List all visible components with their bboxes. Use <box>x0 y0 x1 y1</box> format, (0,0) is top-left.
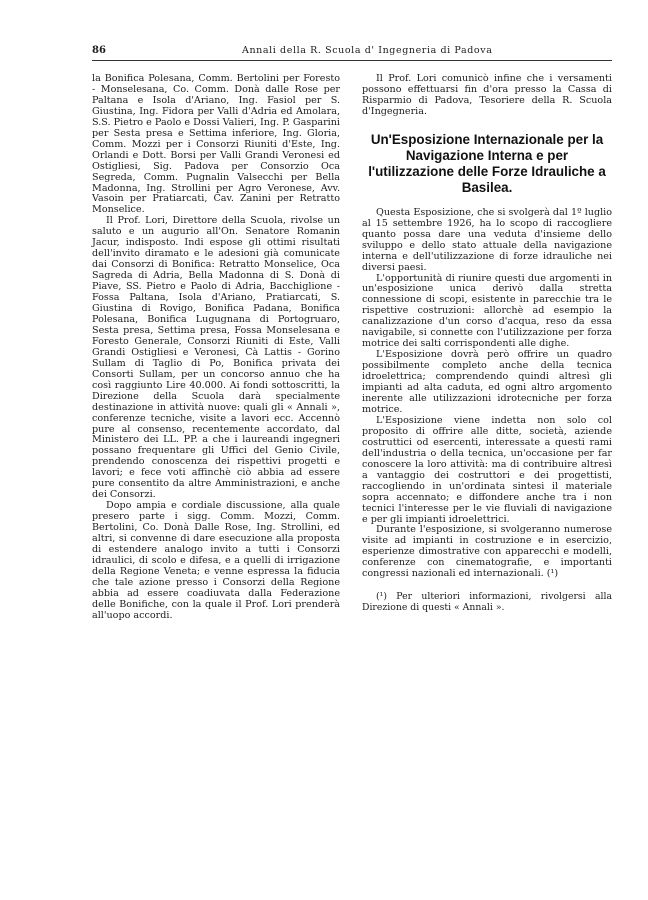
paragraph: L'Esposizione dovrà però offrire un quadro possibilmente completo anche della tecnica idroelettrica; comprendendo quindi altresì gli impianti ad alta caduta, ed ogni altro argomento inerente alle utilizzazioni idrotecniche per forza motrice. <box>362 349 612 415</box>
footnote: (¹) Per ulteriori informazioni, rivolgersi alla Direzione di questi « Annali ». <box>362 591 612 614</box>
running-title: Annali della R. Scuola d' Ingegneria di Padova <box>242 45 493 56</box>
paragraph: Questa Esposizione, che si svolgerà dal 1º luglio al 15 settembre 1926, ha lo scopo di raccogliere quanto possa dare una veduta d'insieme dello sviluppo e dello stato attuale della navigazione interna e dell'utilizzazione di forze idrauliche nei diversi paesi. <box>362 206 612 273</box>
article-title: Un'Esposizione Internazionale per la Navigazione Interna e per l'utilizzazione delle Forze Idrauliche a Basilea. <box>368 131 606 195</box>
paragraph: L'Esposizione viene indetta non solo col proposito di offrire alle ditte, società, aziende costruttici od esercenti, interessate a questi rami dell'industria o della tecnica, un'occasione per far conoscere la loro attività: ma di contribuire altresì a vantaggio dei costruttori e dei progettisti, raccogliendo in un'ordinata sintesi il materiale sopra accennato; e diffondere anche tra i non tecnici l'interesse per le vie fluviali di navigazione e per gli impianti idroelettrici. <box>362 414 612 525</box>
paragraph: la Bonifica Polesana, Comm. Bertolini per Foresto - Monselesana, Co. Comm. Donà dalle Rose per Paltana e Isola d'Ariano, Ing. Fasiol per S. Giustina, Ing. Fidora per Valli d'Adria ed Amolara, S.S. Pietro e Paolo e Dossi Valieri, Ing. P. Gasparini per Sesta presa e Settima inferiore, Ing. Gloria, Comm. Mozzi per i Consorzi Riuniti d'Este, Ing. Orlandi e Dott. Borsi per Valli Grandi Veronesi ed Ostigliesi, Sig. Padova per Consorzio Oca Segreda, Comm. Pugnalin Valsecchi per Bella Madonna, Ing. Strollini per Agro Veronese, Avv. Vasoin per Pratiarcati, Cav. Zanini per Retratto Monselice. <box>92 73 340 216</box>
page-number: 86 <box>92 45 106 56</box>
paragraph: Durante l'esposizione, si svolgeranno numerose visite ad impianti in costruzione e in esercizio, esperienze dimostrative con apparecchi e modelli, conferenze con cinematografie, e importanti congressi nazionali ed internazionali. (¹) <box>362 524 612 580</box>
paragraph: Il Prof. Lori, Direttore della Scuola, rivolse un saluto e un augurio all'On. Senatore Romanin Jacur, indisposto. Indi espose gli ottimi risultati dell'invito diramato e le adesioni già comunicate dai Consorzi di Bonifica: Retratto Monselice, Oca Sagreda di Adria, Bella Madonna di S. Donà di Piave, SS. Pietro e Paolo di Adria, Bacchiglione - Fossa Paltana, Isola d'Ariano, Pratiarcati, S. Giustina di Rovigo, Bonifica Padana, Bonifica Polesana, Bonifica Lugugnana di Portogruaro, Sesta presa, Settima presa, Fossa Monselesana e Foresto Generale, Consorzi Riuniti di Este, Valli Grandi Ostigliesi e Veronesi, Cà Lattis - Gorino Sullam di Taglio di Po, Bonifica privata dei Consorti Sullam, per un concorso annuo che ha così raggiunto Lire 40.000. Ai fondi sottoscritti, la Direzione della Scuola darà specialmente destinazione in attività nuove: quali gli « Annali », conferenze tecniche, visite a lavori ecc. Accennò pure al consenso, recentemente accordato, dal Ministero dei LL. PP. a che i laureandi ingegneri possano frequentare gli Uffici del Genio Civile, prendendo conoscenza dei rispettivi progetti e lavori; e fece voti affinchè ciò abbia ad essere pure consentito da altre Amministrazioni, e anche dei Consorzi. <box>92 215 340 501</box>
left-column <box>92 74 340 622</box>
right-column <box>362 74 612 614</box>
paragraph: L'opportunità di riunire questi due argomenti in un'esposizione unica derivò dalla stretta connessione di scopi, esistente in parecchie tra le rispettive costruzioni: allorchè ad esempio la canalizzazione d'un corso d'acqua, reso da essa navigabile, si connette con l'utilizzazione per forza motrice dei salti corrispondenti alle dighe. <box>362 272 612 350</box>
paragraph: Dopo ampia e cordiale discussione, alla quale presero parte i sigg. Comm. Mozzi, Comm. Bertolini, Co. Donà Dalle Rose, Ing. Strollini, ed altri, si convenne di dare esecuzione alla proposta di estendere analogo invito a tutti i Consorzi idraulici, di scolo e difesa, e a quelli di irrigazione della Regione Veneta; e venne espressa la fiducia che tale azione presso i Consorzi della Regione abbia ad essere coadiuvata dalla Federazione delle Bonifiche, con la quale il Prof. Lori prenderà all'uopo accordi. <box>92 500 340 621</box>
running-header <box>92 44 612 61</box>
paragraph: Il Prof. Lori comunicò infine che i versamenti possono effettuarsi fin d'ora presso la Cassa di Risparmio di Padova, Tesoriere della R. Scuola d'Ingegneria. <box>362 73 612 117</box>
